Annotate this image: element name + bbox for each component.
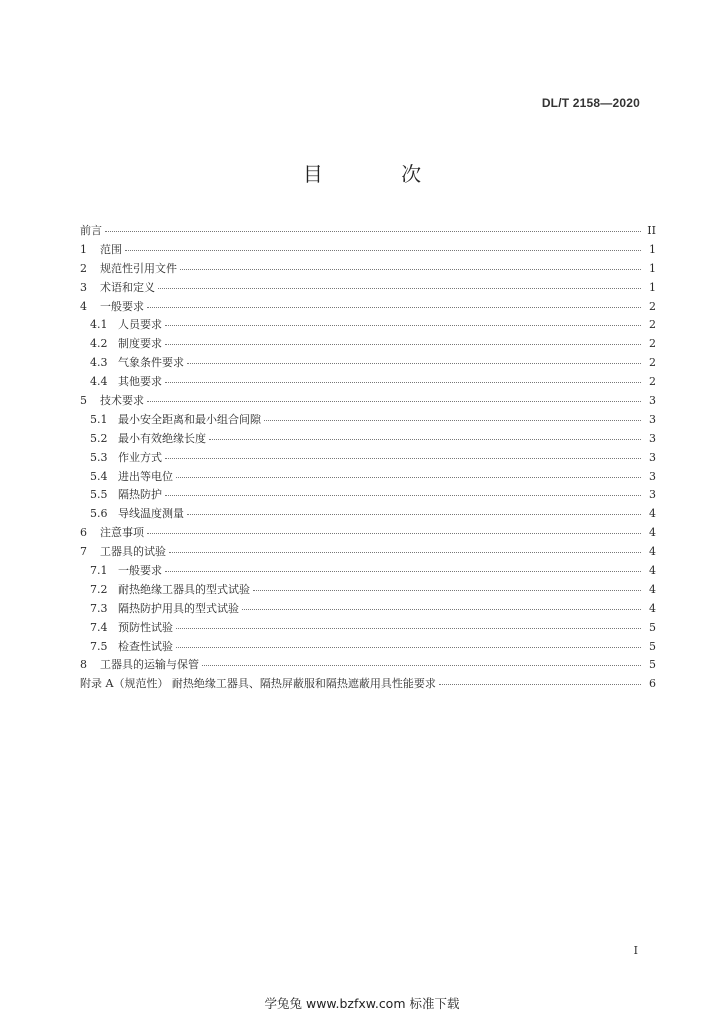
toc-dot-leader xyxy=(176,646,641,648)
toc-entry-label: 气象条件要求 xyxy=(118,356,184,370)
toc-entry-label: 其他要求 xyxy=(118,375,162,389)
toc-entry-label: 规范性引用文件 xyxy=(100,261,177,275)
toc-entry-label: 预防性试验 xyxy=(118,620,173,634)
toc-entry[interactable] xyxy=(80,619,656,638)
toc-entry[interactable] xyxy=(80,543,656,562)
toc-entry-page: 2 xyxy=(649,299,656,313)
toc-dot-leader xyxy=(187,362,641,364)
toc-dot-leader xyxy=(169,551,641,553)
toc-entry-page: 4 xyxy=(649,601,656,615)
toc-entry[interactable] xyxy=(80,675,656,694)
toc-entry-page: 4 xyxy=(649,526,656,540)
toc-entry-number: 7.4 xyxy=(90,620,108,634)
toc-entry-label: 进出等电位 xyxy=(118,469,173,483)
toc-entry-label: 最小有效绝缘长度 xyxy=(118,431,206,445)
toc-entry-label: 工器具的运输与保管 xyxy=(100,658,199,672)
toc-entry-label: 附录 A（规范性） 耐热绝缘工器具、隔热屏蔽服和隔热遮蔽用具性能要求 xyxy=(80,677,436,691)
toc-dot-leader xyxy=(253,589,641,591)
toc-entry-number: 4.2 xyxy=(90,337,108,351)
toc-entry-number: 5 xyxy=(80,394,87,408)
toc-entry-page: 4 xyxy=(649,545,656,559)
toc-entry-number: 8 xyxy=(80,658,87,672)
toc-entry-page: 4 xyxy=(649,564,656,578)
toc-entry-number: 5.1 xyxy=(90,412,108,426)
toc-entry-label: 检查性试验 xyxy=(118,639,173,653)
toc-entry-page: 3 xyxy=(649,412,656,426)
toc-entry-number: 7.5 xyxy=(90,639,108,653)
toc-entry-label: 一般要求 xyxy=(118,564,162,578)
toc-dot-leader xyxy=(176,627,641,629)
watermark-text: 学兔兔 www.bzfxw.com 标准下载 xyxy=(264,996,460,1011)
toc-dot-leader xyxy=(209,438,641,440)
toc-entry-label: 作业方式 xyxy=(118,450,162,464)
toc-dot-leader xyxy=(125,249,641,251)
toc-dot-leader xyxy=(147,306,641,308)
toc-dot-leader xyxy=(165,494,641,496)
page-title: 目 次 xyxy=(302,162,458,186)
toc-entry-page: II xyxy=(647,224,656,237)
toc-entry-label: 导线温度测量 xyxy=(118,507,184,521)
toc-entry-number: 5.2 xyxy=(90,431,108,445)
toc-dot-leader xyxy=(165,381,641,383)
toc-entry-label: 隔热防护 xyxy=(118,488,162,502)
toc-dot-leader xyxy=(147,532,641,534)
toc-entry-number: 6 xyxy=(80,526,87,540)
toc-entry[interactable] xyxy=(80,316,656,335)
toc-entry-label: 耐热绝缘工器具的型式试验 xyxy=(118,582,250,596)
toc-entry[interactable] xyxy=(80,335,656,354)
toc-entry-number: 4.3 xyxy=(90,356,108,370)
toc-entry[interactable] xyxy=(80,638,656,657)
toc-dot-leader xyxy=(439,683,641,685)
toc-entry[interactable] xyxy=(80,354,656,373)
toc-entry-number: 4.4 xyxy=(90,375,108,389)
toc-entry-number: 1 xyxy=(80,242,87,256)
toc-entry-page: 6 xyxy=(649,677,656,691)
toc-entry[interactable] xyxy=(80,562,656,581)
toc-entry-label: 前言 xyxy=(80,224,102,237)
toc-entry-number: 3 xyxy=(80,280,87,294)
toc-entry-label: 技术要求 xyxy=(100,394,144,408)
toc-entry-page: 2 xyxy=(649,356,656,370)
toc-entry-page: 1 xyxy=(649,280,656,294)
toc-entry[interactable] xyxy=(80,392,656,411)
toc-entry-page: 3 xyxy=(649,450,656,464)
toc-dot-leader xyxy=(242,608,641,610)
toc-entry[interactable] xyxy=(80,600,656,619)
toc-entry-label: 注意事项 xyxy=(100,526,144,540)
toc-entry-number: 5.4 xyxy=(90,469,108,483)
toc-entry-page: 1 xyxy=(649,261,656,275)
toc-entry-number: 4 xyxy=(80,299,87,313)
toc-entry-label: 一般要求 xyxy=(100,299,144,313)
toc-dot-leader xyxy=(180,268,641,270)
toc-entry[interactable] xyxy=(80,524,656,543)
toc-entry-label: 工器具的试验 xyxy=(100,545,166,559)
toc-entry[interactable] xyxy=(80,656,656,675)
toc-dot-leader xyxy=(165,570,641,572)
toc-entry-number: 5.3 xyxy=(90,450,108,464)
toc-entry-page: 3 xyxy=(649,394,656,408)
toc-entry-number: 7.3 xyxy=(90,601,108,615)
toc-dot-leader xyxy=(158,287,641,289)
toc-entry[interactable] xyxy=(80,373,656,392)
toc-entry-number: 7.1 xyxy=(90,564,108,578)
toc-entry[interactable] xyxy=(80,449,656,468)
toc-entry-page: 4 xyxy=(649,507,656,521)
page-number: I xyxy=(633,944,638,957)
toc-entry[interactable] xyxy=(80,222,656,241)
toc-entry-number: 7 xyxy=(80,545,87,559)
toc-entry[interactable] xyxy=(80,241,656,260)
toc-entry-page: 5 xyxy=(649,620,656,634)
toc-entry[interactable] xyxy=(80,486,656,505)
toc-entry-page: 2 xyxy=(649,375,656,389)
toc-entry[interactable] xyxy=(80,260,656,279)
toc-entry-number: 2 xyxy=(80,261,87,275)
standard-code: DL/T 2158—2020 xyxy=(541,96,640,110)
toc-entry-page: 4 xyxy=(649,582,656,596)
toc-entry-label: 制度要求 xyxy=(118,337,162,351)
toc-entry[interactable] xyxy=(80,279,656,298)
toc-dot-leader xyxy=(202,664,641,666)
toc-entry-page: 2 xyxy=(649,318,656,332)
toc-entry-page: 5 xyxy=(649,658,656,672)
toc-entry[interactable] xyxy=(80,411,656,430)
toc-entry-label: 隔热防护用具的型式试验 xyxy=(118,601,239,615)
toc-entry-page: 3 xyxy=(649,431,656,445)
toc-entry-number: 5.6 xyxy=(90,507,108,521)
toc-dot-leader xyxy=(165,324,641,326)
toc-entry-label: 术语和定义 xyxy=(100,280,155,294)
toc-entry-page: 3 xyxy=(649,488,656,502)
toc-dot-leader xyxy=(264,419,641,421)
toc-dot-leader xyxy=(187,513,641,515)
toc-dot-leader xyxy=(105,230,641,232)
toc-dot-leader xyxy=(147,400,641,402)
toc-entry-number: 5.5 xyxy=(90,488,108,502)
toc-entry-label: 人员要求 xyxy=(118,318,162,332)
toc-entry-page: 5 xyxy=(649,639,656,653)
toc-dot-leader xyxy=(165,457,641,459)
toc-entry[interactable] xyxy=(80,298,656,317)
toc-entry[interactable] xyxy=(80,581,656,600)
toc-entry-page: 1 xyxy=(649,242,656,256)
toc-entry-page: 3 xyxy=(649,469,656,483)
toc-dot-leader xyxy=(165,343,641,345)
toc-entry-number: 4.1 xyxy=(90,318,108,332)
toc-entry-number: 7.2 xyxy=(90,582,108,596)
toc-entry-label: 范围 xyxy=(100,242,122,256)
toc-dot-leader xyxy=(176,476,641,478)
toc-entry[interactable] xyxy=(80,505,656,524)
table-of-contents xyxy=(80,222,656,694)
toc-entry-page: 2 xyxy=(649,337,656,351)
toc-entry[interactable] xyxy=(80,468,656,487)
toc-entry[interactable] xyxy=(80,430,656,449)
toc-entry-label: 最小安全距离和最小组合间隙 xyxy=(118,412,261,426)
